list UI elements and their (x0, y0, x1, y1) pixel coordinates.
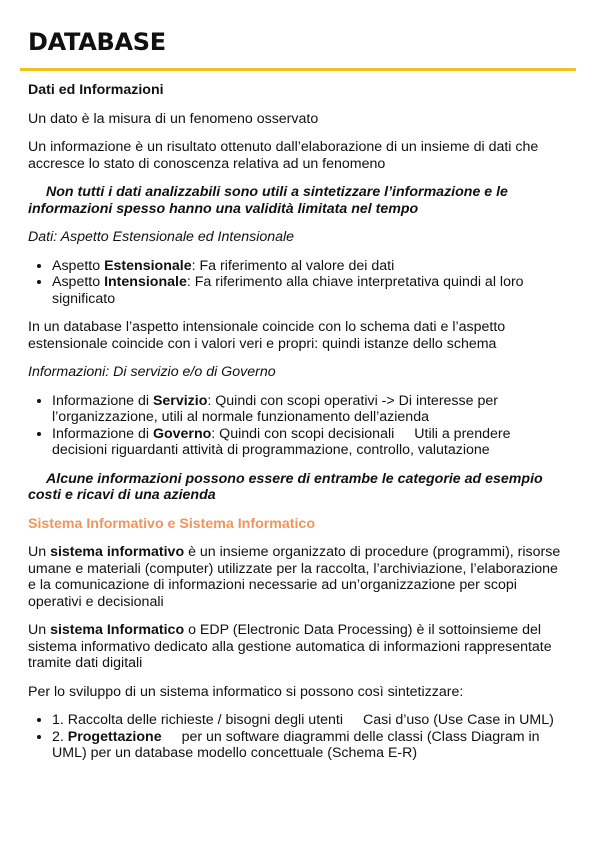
list-informazioni (28, 393, 568, 459)
page-title: DATABASE (28, 28, 166, 56)
callout-validita: Non tutti i dati analizzabili sono utili a sintetizzare l’informazione e le informazioni spesso hanno una validità limitata nel tempo (28, 184, 508, 217)
paragraph-sviluppo: Per lo sviluppo di un sistema informatico si possono così sintetizzare: (28, 683, 464, 700)
list-item: • Aspetto Estensionale: Fa riferimento al valore dei dati (52, 258, 568, 275)
list-item: • Informazione di Servizio: Quindi con scopi operativi -> Di interesse per l’organizzazione, utili al normale funzionamento dell’azienda (52, 393, 568, 426)
paragraph-database-aspetti: In un database l’aspetto intensionale coincide con lo schema dati e l’aspetto estensionale coincide con i valori veri e propri: quindi istanze dello schema (28, 319, 506, 352)
section-heading-dati: Dati ed Informazioni (28, 82, 164, 98)
subheading-informazioni: Informazioni: Di servizio e/o di Governo (28, 364, 276, 380)
paragraph-sistema-informativo: Un sistema informativo è un insieme organizzato di procedure (programmi), risorse umane e materiali (computer) utilizzate per la raccolta, l’archiviazione, l’elaborazione e la comunicazione di informazioni necessarie ad un’organizzazione per scopi operativi e decisionali (28, 544, 561, 610)
callout-entrambe: Alcune informazioni possono essere di entrambe le categorie ad esempio costi e ricavi di una azienda (28, 470, 543, 503)
list-sviluppo (28, 712, 568, 762)
section-heading-sistema: Sistema Informativo e Sistema Informatico (28, 515, 315, 532)
subheading-aspetti: Dati: Aspetto Estensionale ed Intensionale (28, 229, 295, 245)
list-item: • Informazione di Governo: Quindi con scopi decisionali Utili a prendere decisioni riguardanti attività di programmazione, controllo, valutazione (52, 426, 568, 459)
paragraph-sistema-informatico: Un sistema Informatico o EDP (Electronic Data Processing) è il sottoinsieme del sistema informativo dedicato alla gestione automatica di informazioni rappresentate tramite dati digitali (28, 622, 552, 671)
list-aspetti (28, 258, 568, 308)
list-item: • 1. Raccolta delle richieste / bisogni degli utenti Casi d’uso (Use Case in UML) (52, 712, 568, 729)
list-item: • Aspetto Intensionale: Fa riferimento alla chiave interpretativa quindi al loro significato (52, 274, 568, 307)
paragraph-dato: Un dato è la misura di un fenomeno osservato (28, 110, 319, 127)
document-body (28, 82, 568, 774)
list-item: • 2. Progettazione per un software diagrammi delle classi (Class Diagram in UML) per un database modello concettuale (Schema E-R) (52, 729, 568, 762)
title-divider (20, 68, 576, 71)
paragraph-informazione: Un informazione è un risultato ottenuto dall’elaborazione di un insieme di dati che accresce lo stato di conoscenza relativa ad un fenomeno (28, 139, 539, 172)
